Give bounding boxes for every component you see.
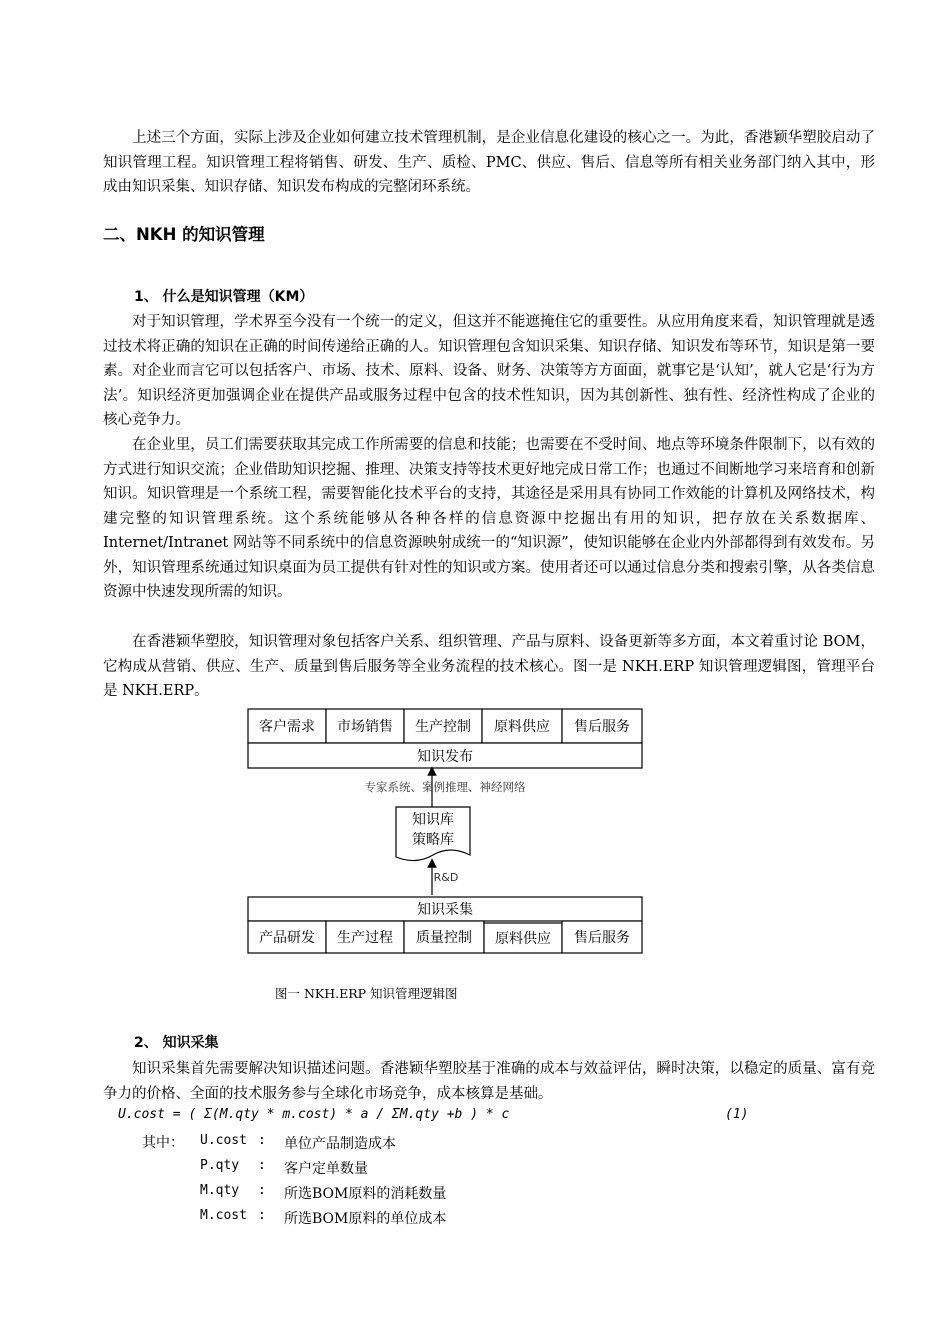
top-box-market-sales: 市场销售 [337,719,393,735]
top-box-production-control: 生产控制 [415,719,471,735]
km-nkh-paragraph: 在香港颖华塑胶，知识管理对象包括客户关系、组织管理、产品与原料、设备更新等多方面，本文着重讨论 BOM，它构成从营销、供应、生产、质量到售后服务等全业务流程的技术核心。图一是 NKH.ERP 知识管理逻辑图，管理平台是 NKH.ERP。 [103,634,875,699]
variable-name: P.qty [200,1158,240,1173]
bottom-box-production-process: 生产过程 [337,930,393,946]
knowledge-publish-label: 知识发布 [417,749,473,765]
where-label: 其中： [142,1135,184,1151]
variable-row [200,1183,446,1203]
subsection-2-heading: 2、 知识采集 [134,1035,219,1051]
top-row [248,709,642,743]
variable-description: 客户定单数量 [284,1161,368,1177]
top-box-material-supply: 原料供应 [494,719,550,735]
variable-colon: : [258,1158,266,1173]
knowledge-collection-paragraph: 知识采集首先需要解决知识描述问题。香港颖华塑胶基于准确的成本与效益评估，瞬时决策，以稳定的质量、富有竞争力的价格、全面的技术服务参与全球化市场竞争，成本核算是基础。 [103,1061,875,1102]
knowledge-store-line1: 知识库 [412,812,454,828]
variable-row [200,1133,396,1153]
section-heading: 二、NKH 的知识管理 [103,225,265,244]
variable-colon: : [258,1208,266,1223]
intro-paragraph: 上述三个方面，实际上涉及企业如何建立技术管理机制，是企业信息化建设的核心之一。为此，香港颖华塑胶启动了知识管理工程。知识管理工程将销售、研发、生产、质检、PMC、供应、售后、信息等所有相关业务部门纳入其中，形成由知识采集、知识存储、知识发布构成的完整闭环系统。 [103,130,875,195]
variable-row [200,1208,446,1228]
variable-colon: : [258,1183,266,1198]
variable-description: 所选BOM原料的单位成本 [284,1211,447,1227]
knowledge-collect-label: 知识采集 [417,902,473,918]
formula-number: (1) [725,1107,749,1122]
variable-description: 所选BOM原料的消耗数量 [284,1186,447,1202]
figure-caption: 图一 NKH.ERP 知识管理逻辑图 [275,986,458,1001]
upper-arrow-label: 专家系统、案例推理、神经网络 [364,780,526,794]
variable-colon: : [258,1133,266,1148]
lower-arrow-label: R&D [433,871,459,884]
variable-name: M.qty [200,1183,240,1198]
bottom-box-after-sales: 售后服务 [574,930,630,946]
top-box-after-sales: 售后服务 [574,719,630,735]
bottom-box-quality-control: 质量控制 [416,930,472,946]
km-definition-paragraph: 对于知识管理，学术界至今没有一个统一的定义，但这并不能遮掩住它的重要性。从应用角度来看，知识管理就是透过技术将正确的知识在正确的时间传递给正确的人。知识管理包含知识采集、知识存储、知识发布等环节，知识是第一要素。对企业而言它可以包括客户、市场、技术、原料、设备、财务、决策等方方面面，就事它是‘认知’，就人它是‘行为方法’。知识经济更加强调企业在提供产品或服务过程中包含的技术性知识，因为其创新性、独有性、经济性构成了企业的核心竞争力。 [103,314,875,428]
subsection-1-heading: 1、 什么是知识管理（KM） [134,289,314,305]
variable-description: 单位产品制造成本 [284,1136,396,1152]
km-enterprise-paragraph: 在企业里，员工们需要获取其完成工作所需要的信息和技能；也需要在不受时间、地点等环境条件限制下，以有效的方式进行知识交流；企业借助知识挖掘、推理、决策支持等技术更好地完成日常工作；也通过不间断地学习来培育和创新知识。知识管理是一个系统工程，需要智能化技术平台的支持，其途径是采用具有协同工作效能的计算机及网络技术，构建完整的知识管理系统。这个系统能够从各种各样的信息资源中挖掘出有用的知识，把存放在关系数据库、Internet/Intranet 网站等不同系统中的信息资源映射成统一的“知识源”，使知识能够在企业内外部都得到有效发布。另外，知识管理系统通过知识桌面为员工提供有针对性的知识或方案。使用者还可以通过信息分类和搜索引擎，从各类信息资源中快速发现所需的知识。 [103,437,875,600]
variable-name: U.cost [200,1133,247,1148]
bottom-box-product-rd: 产品研发 [259,930,315,946]
knowledge-store-line2: 策略库 [412,832,454,848]
bottom-box-material-supply: 原料供应 [495,931,551,947]
variable-row [200,1158,368,1178]
top-box-customer-demand: 客户需求 [259,719,315,735]
cost-formula: U.cost = ( Σ(M.qty * m.cost) * a / ΣM.qty +b ) * c [118,1107,510,1122]
km-logic-diagram [240,705,660,965]
bottom-row [248,921,642,953]
variable-name: M.cost [200,1208,247,1223]
